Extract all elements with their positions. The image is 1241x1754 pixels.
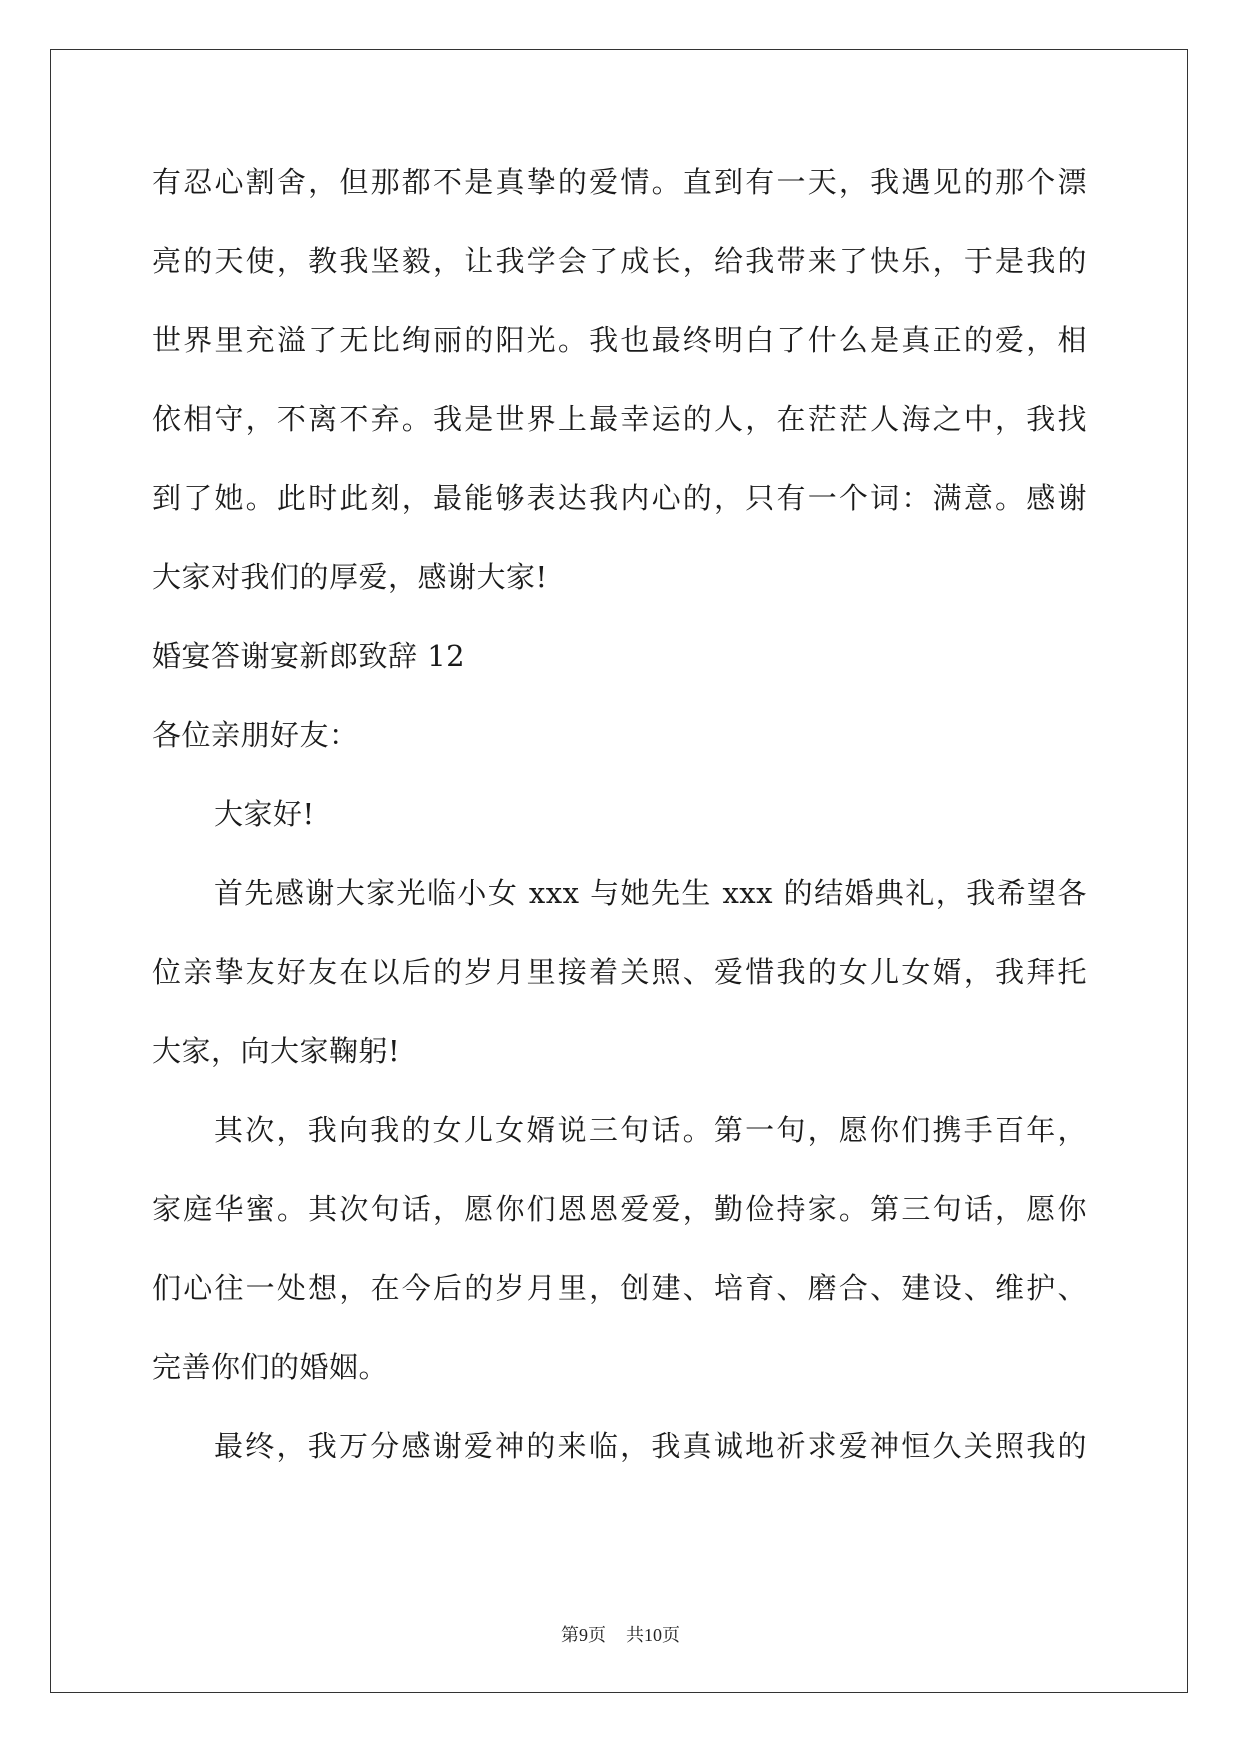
page-number: 9	[579, 1625, 588, 1645]
paragraph-line: 依相守，不离不弃。我是世界上最幸运的人，在茫茫人海之中，我找	[152, 402, 1087, 436]
paragraph-line: 其次，我向我的女儿女婿说三句话。第一句，愿你们携手百年，	[214, 1113, 1087, 1147]
page-footer	[0, 1621, 1241, 1647]
section-heading: 婚宴答谢宴新郎致辞 12	[152, 639, 466, 673]
paragraph-line: 亮的天使，教我坚毅，让我学会了成长，给我带来了快乐，于是我的	[152, 244, 1087, 278]
paragraph-line: 大家对我们的厚爱，感谢大家!	[152, 560, 548, 594]
paragraph-line: 有忍心割舍，但那都不是真挚的爱情。直到有一天，我遇见的那个漂	[152, 165, 1087, 199]
document-body	[152, 160, 1087, 1503]
greeting: 大家好!	[214, 797, 315, 831]
total-prefix: 共	[626, 1625, 644, 1646]
paragraph-line: 世界里充溢了无比绚丽的阳光。我也最终明白了什么是真正的爱，相	[152, 323, 1087, 357]
paragraph-line: 位亲挚友好友在以后的岁月里接着关照、爱惜我的女儿女婿，我拜托	[152, 955, 1087, 989]
total-pages: 10	[644, 1625, 662, 1645]
paragraph-line: 们心往一处想，在今后的岁月里，创建、培育、磨合、建设、维护、	[152, 1271, 1087, 1305]
total-suffix: 页	[662, 1625, 680, 1646]
paragraph-line: 最终，我万分感谢爱神的来临，我真诚地祈求爱神恒久关照我的	[214, 1429, 1087, 1463]
salutation: 各位亲朋好友：	[152, 718, 359, 752]
paragraph-line: 完善你们的婚姻。	[152, 1350, 389, 1384]
paragraph-line: 到了她。此时此刻，最能够表达我内心的，只有一个词：满意。感谢	[152, 481, 1087, 515]
paragraph-line: 首先感谢大家光临小女 xxx 与她先生 xxx 的结婚典礼，我希望各	[214, 876, 1087, 910]
paragraph-line: 家庭华蜜。其次句话，愿你们恩恩爱爱，勤俭持家。第三句话，愿你	[152, 1192, 1087, 1226]
page-prefix: 第	[561, 1625, 579, 1646]
paragraph-line: 大家，向大家鞠躬!	[152, 1034, 401, 1068]
page-suffix: 页	[588, 1625, 606, 1646]
